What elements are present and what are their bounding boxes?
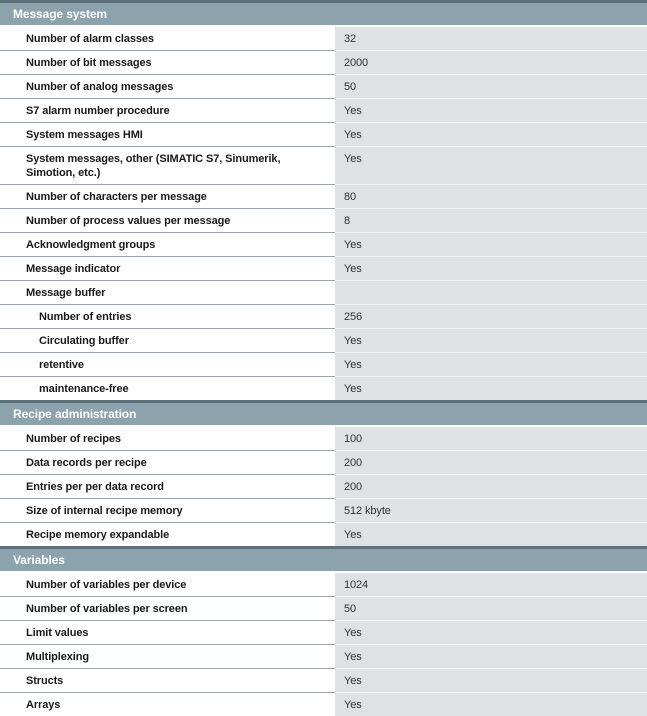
row-value: 100 bbox=[335, 427, 647, 450]
section-title: Variables bbox=[13, 553, 65, 567]
row-label: Message buffer bbox=[0, 280, 335, 304]
section-header bbox=[0, 0, 647, 25]
row-value: 512 kbyte bbox=[335, 498, 647, 522]
row-label: Data records per recipe bbox=[0, 450, 335, 474]
table-row bbox=[0, 427, 647, 450]
row-value: Yes bbox=[335, 122, 647, 146]
spec-section bbox=[0, 400, 647, 546]
row-value: 1024 bbox=[335, 573, 647, 596]
row-value: Yes bbox=[335, 692, 647, 716]
section-rows bbox=[0, 427, 647, 546]
row-value: Yes bbox=[335, 352, 647, 376]
row-label: Number of process values per message bbox=[0, 208, 335, 232]
table-row bbox=[0, 450, 647, 474]
section-title: Recipe administration bbox=[13, 407, 137, 421]
row-label: Recipe memory expandable bbox=[0, 522, 335, 546]
section-header bbox=[0, 546, 647, 571]
row-value: Yes bbox=[335, 620, 647, 644]
row-label: Message indicator bbox=[0, 256, 335, 280]
table-row bbox=[0, 620, 647, 644]
table-row bbox=[0, 27, 647, 50]
row-label: Number of analog messages bbox=[0, 74, 335, 98]
row-label: Number of alarm classes bbox=[0, 27, 335, 50]
row-label: retentive bbox=[0, 352, 335, 376]
row-label: Arrays bbox=[0, 692, 335, 716]
table-row bbox=[0, 498, 647, 522]
table-row bbox=[0, 232, 647, 256]
row-label: System messages, other (SIMATIC S7, Sinumerik, Simotion, etc.) bbox=[0, 146, 335, 184]
row-label: Number of variables per screen bbox=[0, 596, 335, 620]
row-value: Yes bbox=[335, 644, 647, 668]
row-value: 256 bbox=[335, 304, 647, 328]
table-row bbox=[0, 668, 647, 692]
row-value: 80 bbox=[335, 184, 647, 208]
table-row bbox=[0, 208, 647, 232]
row-value: 200 bbox=[335, 450, 647, 474]
table-row bbox=[0, 573, 647, 596]
table-row bbox=[0, 280, 647, 304]
section-rows bbox=[0, 27, 647, 400]
table-row bbox=[0, 328, 647, 352]
section-title: Message system bbox=[13, 7, 107, 21]
table-row bbox=[0, 304, 647, 328]
table-row bbox=[0, 98, 647, 122]
section-header bbox=[0, 400, 647, 425]
row-label: Acknowledgment groups bbox=[0, 232, 335, 256]
row-label: Number of variables per device bbox=[0, 573, 335, 596]
table-row bbox=[0, 122, 647, 146]
row-value: 50 bbox=[335, 74, 647, 98]
section-rows bbox=[0, 573, 647, 716]
table-row bbox=[0, 74, 647, 98]
row-value: Yes bbox=[335, 146, 647, 184]
row-label: Size of internal recipe memory bbox=[0, 498, 335, 522]
row-label: Structs bbox=[0, 668, 335, 692]
row-value: Yes bbox=[335, 232, 647, 256]
table-row bbox=[0, 596, 647, 620]
row-label: Circulating buffer bbox=[0, 328, 335, 352]
row-label: maintenance-free bbox=[0, 376, 335, 400]
table-row bbox=[0, 256, 647, 280]
table-row bbox=[0, 146, 647, 184]
row-value: Yes bbox=[335, 98, 647, 122]
row-value: 8 bbox=[335, 208, 647, 232]
row-value: Yes bbox=[335, 376, 647, 400]
table-row bbox=[0, 644, 647, 668]
row-value bbox=[335, 280, 647, 304]
row-label: Number of characters per message bbox=[0, 184, 335, 208]
table-row bbox=[0, 352, 647, 376]
row-value: 200 bbox=[335, 474, 647, 498]
row-value: Yes bbox=[335, 328, 647, 352]
row-value: Yes bbox=[335, 522, 647, 546]
table-row bbox=[0, 474, 647, 498]
row-value: 32 bbox=[335, 27, 647, 50]
row-value: Yes bbox=[335, 256, 647, 280]
spec-section bbox=[0, 546, 647, 716]
table-row bbox=[0, 522, 647, 546]
table-row bbox=[0, 376, 647, 400]
table-row bbox=[0, 50, 647, 74]
row-label: System messages HMI bbox=[0, 122, 335, 146]
row-value: Yes bbox=[335, 668, 647, 692]
row-label: Limit values bbox=[0, 620, 335, 644]
row-label: Multiplexing bbox=[0, 644, 335, 668]
row-label: Number of recipes bbox=[0, 427, 335, 450]
table-row bbox=[0, 184, 647, 208]
row-label: Number of entries bbox=[0, 304, 335, 328]
row-value: 50 bbox=[335, 596, 647, 620]
row-label: Number of bit messages bbox=[0, 50, 335, 74]
row-label: Entries per per data record bbox=[0, 474, 335, 498]
row-label: S7 alarm number procedure bbox=[0, 98, 335, 122]
row-value: 2000 bbox=[335, 50, 647, 74]
